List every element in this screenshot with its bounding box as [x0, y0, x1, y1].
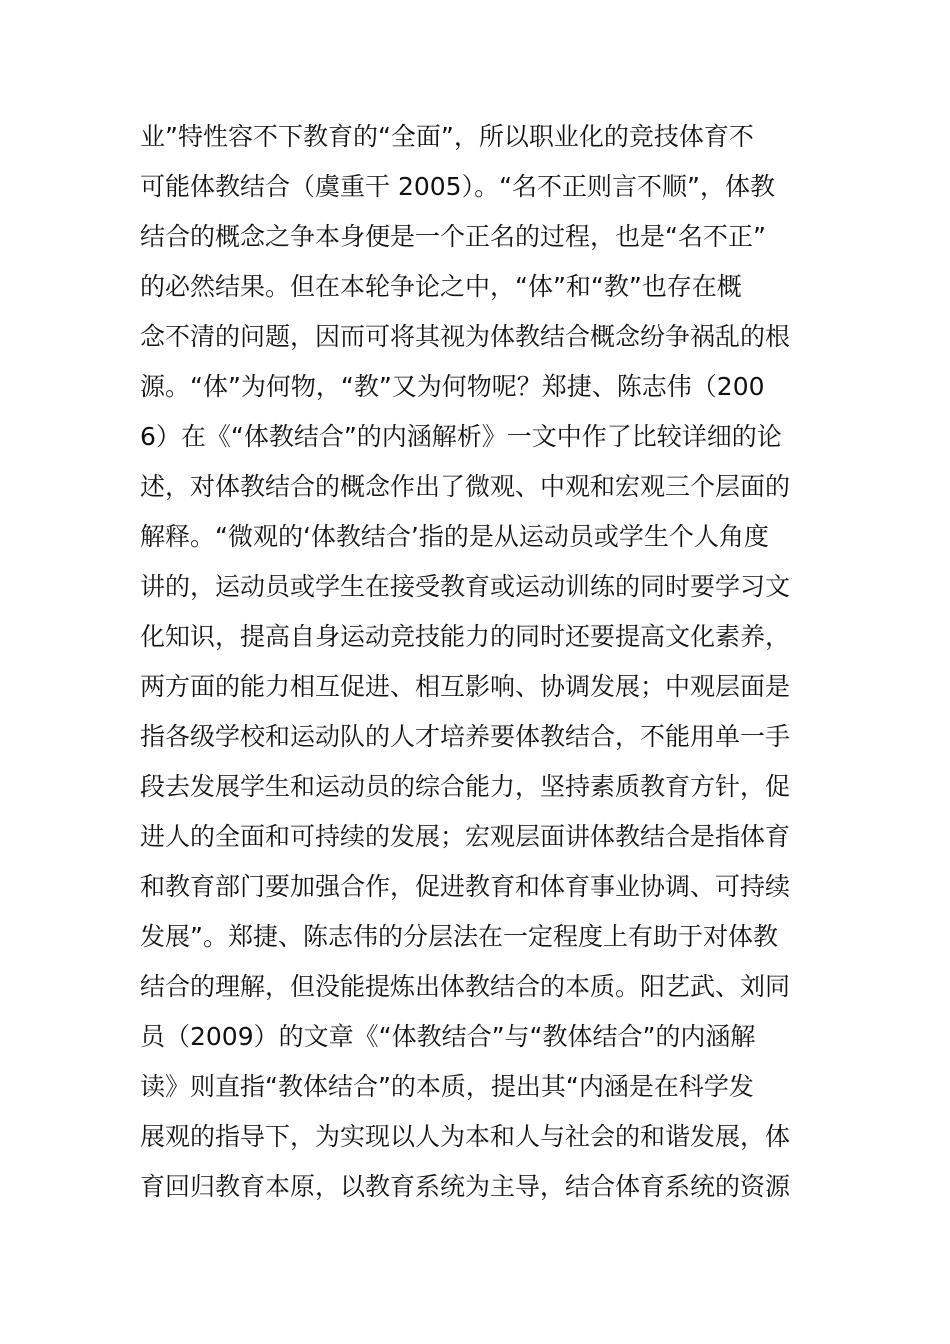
- text-line: 指各级学校和运动队的人才培养要体教结合，不能用单一手: [140, 722, 791, 751]
- text-line: 展观的指导下，为实现以人为本和人与社会的和谐发展，体: [140, 1122, 791, 1151]
- text-line: 解释。“微观的‘体教结合’指的是从运动员或学生个人角度: [140, 522, 769, 551]
- text-line: 业”特性容不下教育的“全面”，所以职业化的竞技体育不: [140, 122, 754, 151]
- text-line: 员（2009）的文章《“体教结合”与“教体结合”的内涵解: [140, 1022, 756, 1051]
- text-line: 6）在《“体教结合”的内涵解析》一文中作了比较详细的论: [140, 422, 782, 451]
- text-line: 的必然结果。但在本轮争论之中，“体”和“教”也存在概: [140, 272, 742, 301]
- text-line: 发展”。郑捷、陈志伟的分层法在一定程度上有助于对体教: [140, 922, 778, 951]
- text-line: 讲的，运动员或学生在接受教育或运动训练的同时要学习文: [140, 572, 791, 601]
- text-line: 段去发展学生和运动员的综合能力，坚持素质教育方针，促: [140, 772, 791, 801]
- text-line: 述，对体教结合的概念作出了微观、中观和宏观三个层面的: [140, 472, 791, 501]
- text-line: 源。“体”为何物，“教”又为何物呢？郑捷、陈志伟（200: [140, 372, 765, 401]
- text-line: 育回归教育本原，以教育系统为主导，结合体育系统的资源: [140, 1172, 791, 1201]
- text-line: 和教育部门要加强合作，促进教育和体育事业协调、可持续: [140, 872, 791, 901]
- text-line: 化知识，提高自身运动竞技能力的同时还要提高文化素养，: [140, 622, 791, 651]
- body-paragraph: [140, 112, 830, 1212]
- text-line: 进人的全面和可持续的发展；宏观层面讲体教结合是指体育: [140, 822, 791, 851]
- text-line: 结合的概念之争本身便是一个正名的过程，也是“名不正”: [140, 222, 766, 251]
- text-line: 念不清的问题，因而可将其视为体教结合概念纷争祸乱的根: [140, 322, 791, 351]
- text-line: 两方面的能力相互促进、相互影响、协调发展；中观层面是: [140, 672, 791, 701]
- text-line: 可能体教结合（虞重干 2005）。“名不正则言不顺”，体教: [140, 172, 775, 201]
- text-line: 结合的理解，但没能提炼出体教结合的本质。阳艺武、刘同: [140, 972, 791, 1001]
- text-line: 读》则直指“教体结合”的本质，提出其“内涵是在科学发: [140, 1072, 754, 1101]
